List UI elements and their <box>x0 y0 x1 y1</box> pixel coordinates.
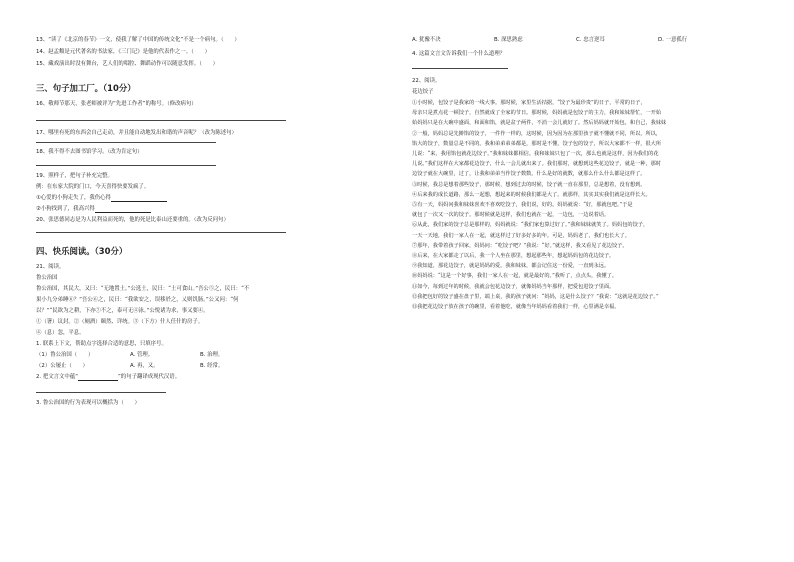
option-b[interactable]: B. 深思熟虑 <box>494 37 523 43</box>
option-label: （2）公屡止（ ） <box>36 363 88 369</box>
story-line: 边饺子就在大碗里，过了，让我和弟弟当作饺子数数。什么是好的就数，就那么什么什么都是这样了。 <box>412 171 646 178</box>
option-a[interactable]: A. 再，又。 <box>130 363 159 369</box>
option-a[interactable]: A. 犹豫不决 <box>412 37 441 43</box>
answer-line-18[interactable] <box>36 165 216 166</box>
option-b[interactable]: B. 经常。 <box>200 363 224 369</box>
answer-line-r2[interactable] <box>36 392 166 393</box>
example-sentence: 例：在东家大院的门口，今天喜得快要发疯了。 <box>36 184 150 190</box>
question-19a-text: ①心爱的小狗走失了，我伤心得 <box>36 195 111 201</box>
answer-blank-19a[interactable] <box>111 195 167 202</box>
passage-note: ①（箸）议封。②（厕酒）颐然、详统。③（下方）什人任什的房子。 <box>36 319 204 325</box>
question-16: 16、敬师节那天，张老师被评为“先进工作者”的称号。（修改病句） <box>36 101 197 107</box>
story-line: ⑦那年，我带着孩子回家，妈妈问：“吃饺子吧？”我说：“好。”就这样，我又看见了花边饺子。 <box>412 242 628 249</box>
answer-blank-19b[interactable] <box>95 206 151 213</box>
story-line: ⑫我把包好的饺子盛在盘子里，端上桌，我的孩子就问：“妈妈，这是什么饺子？”我说：“这就是花边饺子。” <box>412 293 659 300</box>
story-line: ⑨我知道，那花边饺子，就是妈妈的爱。我和妹妹，都会记住这一份爱，一直到永远。 <box>412 263 610 270</box>
story-line: ⑥从此，我们家的饺子总是那样的，妈妈就说：“我们家也算过好了。”我和妹妹就笑了。妈妈包的饺子， <box>412 222 649 229</box>
question-19b <box>36 205 388 213</box>
story-line: ④后来我的成长道路，那么一起想，想起来的时候我们都是大了。就那样，其实其实我们就是这样长大。 <box>412 191 651 198</box>
question-17: 17、哪里有死的东西会自己走动，并且能自动地发出和谐的声音呢？（改为陈述句） <box>36 130 237 136</box>
reading-question-1b <box>36 362 388 370</box>
section-3-heading: 三、句子加工厂。（10分） <box>36 83 136 93</box>
option-d[interactable]: D. 一意孤行 <box>658 37 688 43</box>
story-line: ①小时候，包饺子是我家的一线大事。那时候，家里生活拮据，“饺子为最珍贵”的日子，平常的日子， <box>412 100 646 106</box>
story-body <box>412 98 764 312</box>
story-line: 就包了一次又一次的饺子。那时候就是这样，我们也就在一起，一边包，一边说着话。 <box>412 212 610 219</box>
question-22: 22、阅读。 <box>412 78 441 84</box>
option-a[interactable]: A. 管理。 <box>130 352 154 358</box>
passage-line: 果小九分弟睡⑥？”吾公⑥之，民曰：“我欲安之，误移於之，乂则饥肠。”公又问：“何 <box>36 297 239 303</box>
story-line: ⑤有一天，妈妈问我和妹妹喜欢不喜欢吃饺子，我们说，好的。妈妈就说：“好，那就包吧。”于是 <box>412 202 633 209</box>
story-line: 始妈妈只是在大碗中盛面，和面和馅，就是盆子两件，不消一会儿就好了。然后妈妈就开始包，和自己，我妹妹 <box>412 120 667 127</box>
answer-blank-2[interactable] <box>78 374 118 381</box>
question-18: 18、我不得不去图书馆学习。（改为肯定句） <box>36 149 143 155</box>
reading-question-1a <box>36 351 388 359</box>
option-c[interactable]: C. 忠言逆耳 <box>576 37 605 43</box>
reading-question-2-pre: 2. 把文言文中蕴“ <box>36 374 78 380</box>
answer-line-17[interactable] <box>36 142 216 143</box>
story-line: 儿说。”我们这样在大家都花边饺子，什么一会儿就出来了。我们那时，就想到这些花边饺子，就是一种，那时 <box>412 161 662 168</box>
story-line: 馅大的饺子，数量总是不同的。我和弟弟弟弟都是，那时是不懂，饺子包的饺子，所以大家都不一样，很大所 <box>412 140 662 147</box>
passage-title: 鲁公治国 <box>36 275 58 281</box>
question-21: 21、阅读。 <box>36 264 65 270</box>
question-20: 20、张思德同志是为人民利益而死的，他的死是比泰山还要重的。（改为反问句） <box>36 217 229 223</box>
story-line: 一天一天地，我们一家人在一起，就这样过了好多好多的年。可是，妈妈老了，我们也长大了。 <box>412 232 630 239</box>
story-line: ③时候，我总是想着那些饺子，那时候，想到过去的时候，饺子就一直在那里，总是想着，没有想到。 <box>412 181 646 188</box>
reading-question-3: 3. 鲁公治国的行为表现可以概括为（ ） <box>36 400 140 406</box>
story-line: ⑩妈妈说：“这是一个好事，我们一家人在一起，就是最好的。”我听了，点点头，我懂了。 <box>412 273 618 280</box>
passage-line: 以？”“民欲为之耕，下亦⑦不之，泰可无④泳。”公悦诸为求，事又要④。 <box>36 308 209 314</box>
answer-line-16[interactable] <box>36 120 286 121</box>
story-line: 儿说：“来，我用馅包就花边饺子。”我和妹妹都相信。我和妹妹只包了一次，那么也就是这样，因为我们的花 <box>412 151 659 158</box>
answer-line-20[interactable] <box>36 232 286 233</box>
answer-line-r4[interactable] <box>412 68 508 69</box>
question-14: 14、赵孟頫是元代著名的书法家，《三门记》是他的代表作之一。（ ） <box>36 49 210 55</box>
question-19: 19、照样子，把句子补充完整。 <box>36 173 113 179</box>
passage-note: ④（息）忽，平息。 <box>36 330 85 336</box>
reading-question-2-post: ”的句子翻译成现代汉语。 <box>118 374 181 380</box>
reading-question-1: 1. 联系上下文，帮助点字选择合适的意思，只填序号。 <box>36 341 167 347</box>
story-line: ⑪如今，每到过年的时候，我就会包花边饺子，就像妈妈当年那样，把爱包进饺子里面。 <box>412 283 615 290</box>
story-title: 花边饺子 <box>412 89 434 95</box>
reading-question-4: 4. 这篇文言文告诉我们一个什么道理？ <box>412 51 506 57</box>
option-label: （1）鲁公治国（ ） <box>36 352 94 358</box>
question-3-options <box>412 36 764 44</box>
question-15: 15、藏戏演出时没有舞台，艺人们的唱腔、舞蹈动作可以随意发挥。（ ） <box>36 61 219 67</box>
passage-line: 鲁公治国，其民大，又曰：“无地置土。”公选土，民曰：“土可食山。”吾公⑤之，民曰：“不 <box>36 286 250 292</box>
story-line: ⑧后来，在大家都走了以后，我一个人坐在那里，想起那些年，想起妈妈包的花边饺子。 <box>412 253 615 260</box>
question-19b-text: ②小狗找到了，我高兴得 <box>36 206 95 212</box>
option-b[interactable]: B. 治理。 <box>200 352 224 358</box>
right-column <box>412 36 764 312</box>
story-line: ⑬我把花边饺子放在孩子的碗里，看着他吃，就像当年妈妈看着我们一样，心里满是幸福。 <box>412 304 620 311</box>
left-column <box>36 36 388 407</box>
question-13: 13、“读了《北京的春节》一文，使我了解了中国的传统文化”不是一个病句。（ ） <box>36 37 240 43</box>
question-19a <box>36 194 388 202</box>
reading-question-2 <box>36 373 388 381</box>
story-line: 母亲只是煮点花一顿饺子，自然就成了全家的节日。那时候，妈妈就是包饺子的主力，我和妹妹帮忙，一开始 <box>412 110 662 117</box>
section-4-heading: 四、快乐阅读。（30分） <box>36 246 128 256</box>
story-line: ②一般，妈妈总是先擀馅的饺子，一件作一样的，这时候，因为因为在那里孩子就不懂就不同，所以，所以， <box>412 130 662 137</box>
